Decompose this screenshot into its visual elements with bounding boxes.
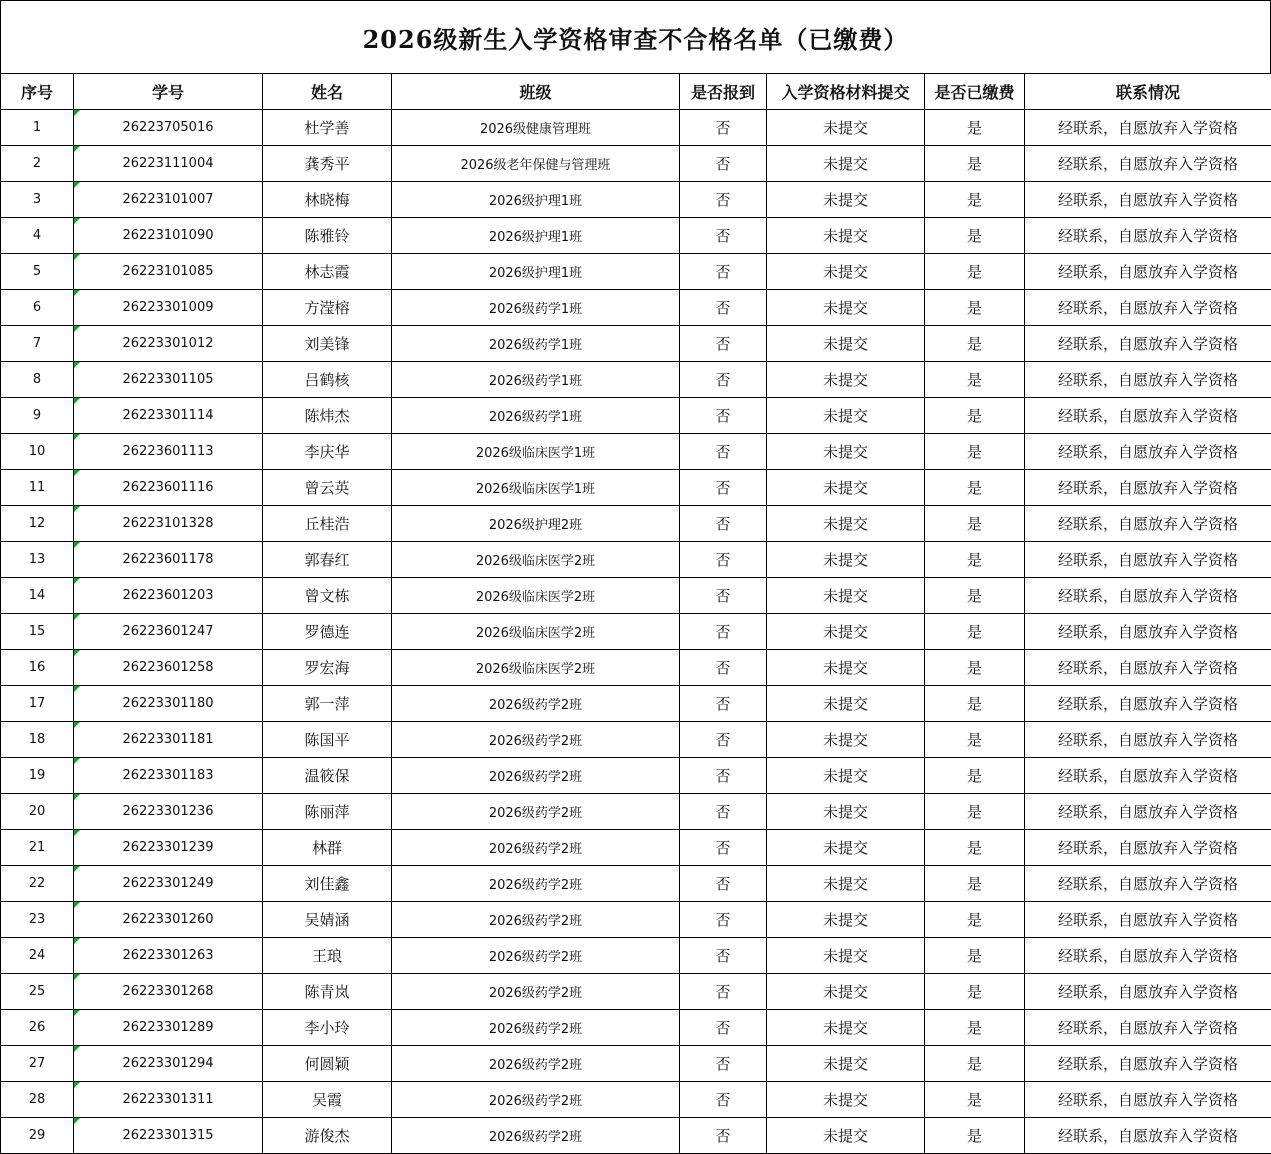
cell-registered: 否 [680, 974, 767, 1010]
cell-seq: 7 [1, 326, 74, 362]
cell-seq: 17 [1, 686, 74, 722]
cell-paid: 是 [925, 254, 1025, 290]
cell-seq: 18 [1, 722, 74, 758]
cell-registered: 否 [680, 326, 767, 362]
cell-class: 2026级药学2班 [392, 1010, 680, 1046]
cell-student-id: 26223301114 [74, 398, 263, 434]
cell-name: 吴婧涵 [263, 902, 392, 938]
cell-paid: 是 [925, 722, 1025, 758]
cell-class: 2026级老年保健与管理班 [392, 146, 680, 182]
cell-student-id: 26223301236 [74, 794, 263, 830]
cell-contact: 经联系，自愿放弃入学资格 [1025, 830, 1271, 866]
cell-seq: 9 [1, 398, 74, 434]
cell-student-id: 26223101085 [74, 254, 263, 290]
cell-seq: 19 [1, 758, 74, 794]
cell-seq: 1 [1, 110, 74, 146]
cell-contact: 经联系，自愿放弃入学资格 [1025, 542, 1271, 578]
table-row [1, 830, 1271, 866]
header-contact: 联系情况 [1025, 74, 1271, 110]
cell-registered: 否 [680, 218, 767, 254]
cell-seq: 29 [1, 1118, 74, 1154]
cell-contact: 经联系，自愿放弃入学资格 [1025, 290, 1271, 326]
cell-paid: 是 [925, 362, 1025, 398]
table-row [1, 866, 1271, 902]
cell-class: 2026级临床医学2班 [392, 578, 680, 614]
cell-student-id: 26223101007 [74, 182, 263, 218]
cell-seq: 4 [1, 218, 74, 254]
cell-student-id: 26223601116 [74, 470, 263, 506]
cell-contact: 经联系，自愿放弃入学资格 [1025, 434, 1271, 470]
cell-student-id: 26223301311 [74, 1082, 263, 1118]
cell-registered: 否 [680, 470, 767, 506]
cell-class: 2026级药学2班 [392, 866, 680, 902]
table-row [1, 686, 1271, 722]
cell-paid: 是 [925, 542, 1025, 578]
cell-name: 陈雅铃 [263, 218, 392, 254]
cell-contact: 经联系，自愿放弃入学资格 [1025, 1118, 1271, 1154]
cell-paid: 是 [925, 146, 1025, 182]
cell-name: 刘佳鑫 [263, 866, 392, 902]
cell-seq: 5 [1, 254, 74, 290]
cell-contact: 经联系，自愿放弃入学资格 [1025, 1082, 1271, 1118]
table-row [1, 434, 1271, 470]
cell-materials: 未提交 [767, 254, 925, 290]
table-row [1, 794, 1271, 830]
cell-student-id: 26223601178 [74, 542, 263, 578]
cell-contact: 经联系，自愿放弃入学资格 [1025, 1010, 1271, 1046]
cell-materials: 未提交 [767, 434, 925, 470]
table-row [1, 1082, 1271, 1118]
cell-contact: 经联系，自愿放弃入学资格 [1025, 146, 1271, 182]
table-row [1, 938, 1271, 974]
student-table [0, 73, 1271, 1154]
cell-registered: 否 [680, 1046, 767, 1082]
cell-materials: 未提交 [767, 614, 925, 650]
cell-class: 2026级药学2班 [392, 722, 680, 758]
cell-materials: 未提交 [767, 1118, 925, 1154]
cell-registered: 否 [680, 146, 767, 182]
table-row [1, 506, 1271, 542]
cell-paid: 是 [925, 794, 1025, 830]
cell-paid: 是 [925, 686, 1025, 722]
header-paid: 是否已缴费 [925, 74, 1025, 110]
cell-registered: 否 [680, 542, 767, 578]
cell-materials: 未提交 [767, 650, 925, 686]
cell-class: 2026级临床医学2班 [392, 614, 680, 650]
cell-paid: 是 [925, 578, 1025, 614]
table-body [1, 110, 1271, 1154]
cell-student-id: 26223601258 [74, 650, 263, 686]
cell-paid: 是 [925, 974, 1025, 1010]
cell-class: 2026级药学2班 [392, 1082, 680, 1118]
cell-materials: 未提交 [767, 794, 925, 830]
page-title: 2026级新生入学资格审查不合格名单（已缴费） [362, 24, 909, 54]
table-row [1, 542, 1271, 578]
header-materials: 入学资格材料提交 [767, 74, 925, 110]
cell-student-id: 26223301268 [74, 974, 263, 1010]
cell-contact: 经联系，自愿放弃入学资格 [1025, 254, 1271, 290]
cell-seq: 8 [1, 362, 74, 398]
cell-registered: 否 [680, 362, 767, 398]
table-row [1, 974, 1271, 1010]
cell-materials: 未提交 [767, 290, 925, 326]
cell-paid: 是 [925, 218, 1025, 254]
cell-paid: 是 [925, 650, 1025, 686]
cell-name: 郭一萍 [263, 686, 392, 722]
cell-seq: 15 [1, 614, 74, 650]
cell-seq: 20 [1, 794, 74, 830]
cell-paid: 是 [925, 506, 1025, 542]
table-row [1, 758, 1271, 794]
cell-materials: 未提交 [767, 470, 925, 506]
table-row [1, 578, 1271, 614]
cell-materials: 未提交 [767, 146, 925, 182]
cell-seq: 6 [1, 290, 74, 326]
cell-student-id: 26223301012 [74, 326, 263, 362]
cell-name: 何圆颖 [263, 1046, 392, 1082]
cell-paid: 是 [925, 1010, 1025, 1046]
cell-materials: 未提交 [767, 182, 925, 218]
cell-paid: 是 [925, 758, 1025, 794]
cell-seq: 22 [1, 866, 74, 902]
cell-seq: 26 [1, 1010, 74, 1046]
table-row [1, 650, 1271, 686]
cell-class: 2026级药学2班 [392, 1118, 680, 1154]
cell-paid: 是 [925, 182, 1025, 218]
cell-seq: 3 [1, 182, 74, 218]
cell-name: 陈炜杰 [263, 398, 392, 434]
cell-materials: 未提交 [767, 542, 925, 578]
cell-registered: 否 [680, 722, 767, 758]
cell-name: 吕鹤核 [263, 362, 392, 398]
cell-materials: 未提交 [767, 110, 925, 146]
cell-contact: 经联系，自愿放弃入学资格 [1025, 650, 1271, 686]
cell-student-id: 26223601113 [74, 434, 263, 470]
cell-paid: 是 [925, 866, 1025, 902]
cell-student-id: 26223301315 [74, 1118, 263, 1154]
cell-materials: 未提交 [767, 362, 925, 398]
table-row [1, 110, 1271, 146]
cell-name: 曾文栋 [263, 578, 392, 614]
cell-registered: 否 [680, 794, 767, 830]
cell-paid: 是 [925, 1118, 1025, 1154]
cell-paid: 是 [925, 1082, 1025, 1118]
table-row [1, 362, 1271, 398]
table-row [1, 1046, 1271, 1082]
cell-contact: 经联系，自愿放弃入学资格 [1025, 794, 1271, 830]
cell-contact: 经联系，自愿放弃入学资格 [1025, 758, 1271, 794]
cell-student-id: 26223301183 [74, 758, 263, 794]
table-row [1, 1118, 1271, 1154]
cell-paid: 是 [925, 326, 1025, 362]
cell-name: 陈国平 [263, 722, 392, 758]
table-row [1, 146, 1271, 182]
cell-student-id: 26223301105 [74, 362, 263, 398]
cell-registered: 否 [680, 1010, 767, 1046]
cell-materials: 未提交 [767, 974, 925, 1010]
cell-name: 李庆华 [263, 434, 392, 470]
cell-contact: 经联系，自愿放弃入学资格 [1025, 974, 1271, 1010]
cell-registered: 否 [680, 398, 767, 434]
cell-name: 陈青岚 [263, 974, 392, 1010]
cell-name: 陈丽萍 [263, 794, 392, 830]
cell-class: 2026级护理1班 [392, 182, 680, 218]
cell-name: 方滢榕 [263, 290, 392, 326]
table-row [1, 326, 1271, 362]
cell-contact: 经联系，自愿放弃入学资格 [1025, 326, 1271, 362]
cell-materials: 未提交 [767, 506, 925, 542]
cell-seq: 11 [1, 470, 74, 506]
cell-paid: 是 [925, 434, 1025, 470]
header-student-id: 学号 [74, 74, 263, 110]
cell-name: 温筱保 [263, 758, 392, 794]
table-row [1, 722, 1271, 758]
cell-registered: 否 [680, 254, 767, 290]
cell-registered: 否 [680, 182, 767, 218]
cell-name: 曾云英 [263, 470, 392, 506]
cell-paid: 是 [925, 398, 1025, 434]
cell-contact: 经联系，自愿放弃入学资格 [1025, 722, 1271, 758]
cell-registered: 否 [680, 614, 767, 650]
cell-class: 2026级护理1班 [392, 254, 680, 290]
cell-paid: 是 [925, 614, 1025, 650]
cell-registered: 否 [680, 902, 767, 938]
cell-contact: 经联系，自愿放弃入学资格 [1025, 866, 1271, 902]
cell-seq: 24 [1, 938, 74, 974]
cell-paid: 是 [925, 938, 1025, 974]
cell-contact: 经联系，自愿放弃入学资格 [1025, 938, 1271, 974]
cell-paid: 是 [925, 902, 1025, 938]
cell-name: 游俊杰 [263, 1118, 392, 1154]
cell-class: 2026级药学2班 [392, 938, 680, 974]
header-name: 姓名 [263, 74, 392, 110]
cell-student-id: 26223301181 [74, 722, 263, 758]
cell-class: 2026级药学1班 [392, 326, 680, 362]
cell-registered: 否 [680, 686, 767, 722]
cell-class: 2026级药学1班 [392, 290, 680, 326]
cell-class: 2026级药学2班 [392, 974, 680, 1010]
cell-class: 2026级药学1班 [392, 362, 680, 398]
cell-name: 郭春红 [263, 542, 392, 578]
cell-materials: 未提交 [767, 1010, 925, 1046]
cell-materials: 未提交 [767, 866, 925, 902]
cell-seq: 25 [1, 974, 74, 1010]
cell-student-id: 26223301180 [74, 686, 263, 722]
cell-class: 2026级临床医学1班 [392, 434, 680, 470]
cell-materials: 未提交 [767, 902, 925, 938]
cell-registered: 否 [680, 1118, 767, 1154]
cell-class: 2026级药学2班 [392, 686, 680, 722]
table-row [1, 182, 1271, 218]
table-row [1, 218, 1271, 254]
cell-class: 2026级药学2班 [392, 1046, 680, 1082]
cell-seq: 27 [1, 1046, 74, 1082]
cell-materials: 未提交 [767, 326, 925, 362]
table-row [1, 254, 1271, 290]
header-seq: 序号 [1, 74, 74, 110]
cell-materials: 未提交 [767, 578, 925, 614]
cell-contact: 经联系，自愿放弃入学资格 [1025, 614, 1271, 650]
title-row [0, 0, 1271, 73]
cell-seq: 12 [1, 506, 74, 542]
cell-registered: 否 [680, 110, 767, 146]
cell-materials: 未提交 [767, 686, 925, 722]
table-row [1, 614, 1271, 650]
cell-name: 罗宏海 [263, 650, 392, 686]
header-row [1, 74, 1271, 110]
cell-contact: 经联系，自愿放弃入学资格 [1025, 578, 1271, 614]
header-class: 班级 [392, 74, 680, 110]
cell-student-id: 26223301263 [74, 938, 263, 974]
cell-class: 2026级护理1班 [392, 218, 680, 254]
cell-student-id: 26223101090 [74, 218, 263, 254]
header-registered: 是否报到 [680, 74, 767, 110]
cell-contact: 经联系，自愿放弃入学资格 [1025, 902, 1271, 938]
cell-contact: 经联系，自愿放弃入学资格 [1025, 182, 1271, 218]
cell-seq: 23 [1, 902, 74, 938]
cell-seq: 14 [1, 578, 74, 614]
cell-class: 2026级临床医学2班 [392, 650, 680, 686]
cell-materials: 未提交 [767, 1082, 925, 1118]
cell-contact: 经联系，自愿放弃入学资格 [1025, 506, 1271, 542]
cell-seq: 16 [1, 650, 74, 686]
cell-paid: 是 [925, 470, 1025, 506]
cell-name: 李小玲 [263, 1010, 392, 1046]
cell-student-id: 26223301289 [74, 1010, 263, 1046]
cell-seq: 10 [1, 434, 74, 470]
cell-class: 2026级药学1班 [392, 398, 680, 434]
cell-student-id: 26223301249 [74, 866, 263, 902]
cell-seq: 2 [1, 146, 74, 182]
table-row [1, 1010, 1271, 1046]
table-row [1, 902, 1271, 938]
cell-student-id: 26223301260 [74, 902, 263, 938]
cell-materials: 未提交 [767, 398, 925, 434]
cell-registered: 否 [680, 938, 767, 974]
cell-materials: 未提交 [767, 1046, 925, 1082]
cell-registered: 否 [680, 758, 767, 794]
cell-materials: 未提交 [767, 218, 925, 254]
cell-contact: 经联系，自愿放弃入学资格 [1025, 686, 1271, 722]
cell-contact: 经联系，自愿放弃入学资格 [1025, 1046, 1271, 1082]
cell-class: 2026级药学2班 [392, 902, 680, 938]
cell-contact: 经联系，自愿放弃入学资格 [1025, 470, 1271, 506]
cell-student-id: 26223705016 [74, 110, 263, 146]
cell-class: 2026级药学2班 [392, 794, 680, 830]
cell-registered: 否 [680, 506, 767, 542]
cell-name: 丘桂浩 [263, 506, 392, 542]
cell-materials: 未提交 [767, 722, 925, 758]
cell-class: 2026级健康管理班 [392, 110, 680, 146]
cell-class: 2026级药学2班 [392, 830, 680, 866]
cell-student-id: 26223301239 [74, 830, 263, 866]
cell-name: 吴霞 [263, 1082, 392, 1118]
cell-materials: 未提交 [767, 830, 925, 866]
cell-name: 杜学善 [263, 110, 392, 146]
cell-class: 2026级临床医学2班 [392, 542, 680, 578]
cell-student-id: 26223601247 [74, 614, 263, 650]
table-row [1, 470, 1271, 506]
cell-registered: 否 [680, 650, 767, 686]
cell-paid: 是 [925, 290, 1025, 326]
cell-seq: 21 [1, 830, 74, 866]
cell-student-id: 26223101328 [74, 506, 263, 542]
cell-registered: 否 [680, 830, 767, 866]
cell-registered: 否 [680, 1082, 767, 1118]
cell-contact: 经联系，自愿放弃入学资格 [1025, 398, 1271, 434]
cell-seq: 13 [1, 542, 74, 578]
cell-class: 2026级药学2班 [392, 758, 680, 794]
cell-paid: 是 [925, 110, 1025, 146]
cell-student-id: 26223301009 [74, 290, 263, 326]
cell-paid: 是 [925, 830, 1025, 866]
cell-registered: 否 [680, 434, 767, 470]
cell-contact: 经联系，自愿放弃入学资格 [1025, 218, 1271, 254]
cell-registered: 否 [680, 866, 767, 902]
cell-name: 刘美锋 [263, 326, 392, 362]
cell-contact: 经联系，自愿放弃入学资格 [1025, 110, 1271, 146]
cell-class: 2026级护理2班 [392, 506, 680, 542]
cell-registered: 否 [680, 290, 767, 326]
cell-student-id: 26223111004 [74, 146, 263, 182]
cell-registered: 否 [680, 578, 767, 614]
cell-contact: 经联系，自愿放弃入学资格 [1025, 362, 1271, 398]
cell-student-id: 26223601203 [74, 578, 263, 614]
cell-seq: 28 [1, 1082, 74, 1118]
cell-name: 林群 [263, 830, 392, 866]
cell-name: 罗德连 [263, 614, 392, 650]
cell-name: 王琅 [263, 938, 392, 974]
cell-paid: 是 [925, 1046, 1025, 1082]
cell-materials: 未提交 [767, 758, 925, 794]
cell-student-id: 26223301294 [74, 1046, 263, 1082]
table-row [1, 398, 1271, 434]
cell-name: 林志霞 [263, 254, 392, 290]
table-row [1, 290, 1271, 326]
cell-name: 龚秀平 [263, 146, 392, 182]
cell-class: 2026级临床医学1班 [392, 470, 680, 506]
cell-materials: 未提交 [767, 938, 925, 974]
cell-name: 林晓梅 [263, 182, 392, 218]
